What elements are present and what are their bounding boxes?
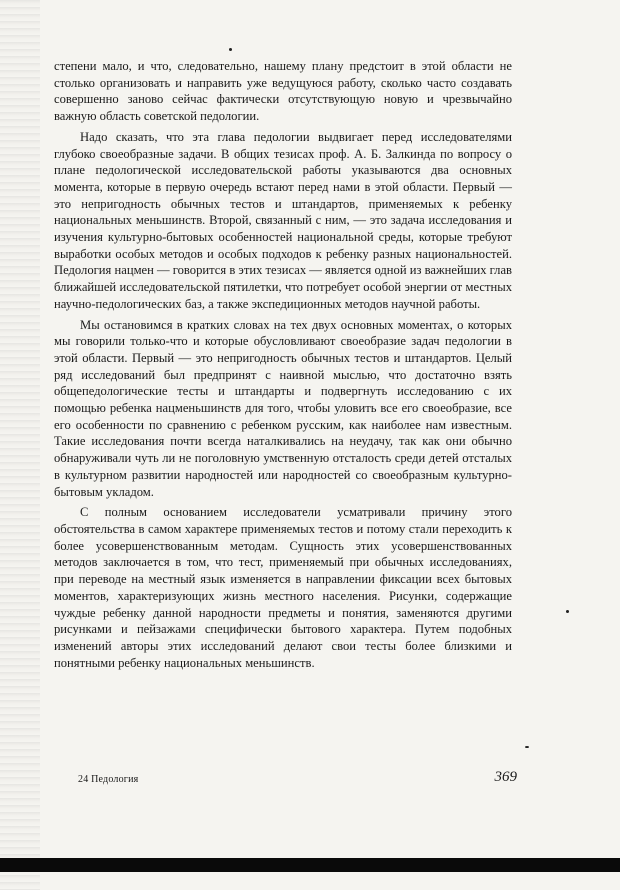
paragraph: С полным основанием исследователи усматривали причину этого обстоятельства в самом характере применяемых тестов и потому стали переходить к более усовершенствованным методам. Сущность этих усовершенствованных методов заключается в том, что тест, применяемый при обычных исследованиях, при переводе на местный язык изменяется в направлении фиксации всех бытовых моментов, характеризующих жизнь местного населения. Рисунки, содержащие чуждые ребенку данной народности предметы и понятия, заменяются другими рисунками и пейзажами специфически бытового характера. Путем подобных изменений авторы этих исследований делают свои тесты более близкими и понятными ребенку национальных меньшинств. xyxy=(54,505,512,670)
scan-margin-noise xyxy=(0,0,40,890)
ink-speck xyxy=(525,746,529,748)
body-text xyxy=(54,58,512,675)
ink-speck xyxy=(229,48,232,51)
paragraph: степени мало, и что, следовательно, нашему плану предстоит в этой области не столько организовать и направить уже ведущуюся работу, сколько часто создавать совершенно заново сейчас фактически отсутствующую новую и чрезвычайно важную область советской педологии. xyxy=(54,59,512,124)
page-number: 369 xyxy=(494,769,517,785)
paragraph: Надо сказать, что эта глава педологии выдвигает перед исследователями глубоко своеобразные задачи. В общих тезисах проф. А. Б. Залкинда по вопросу о плане педологической исследовательской работы указываются два основных момента, которые в первую очередь встают перед нами в этой области. Первый — это непригодность обычных тестов и штандартов, применяемых к ребенку национальных меньшинств. Второй, связанный с ним, — это задача исследования и изучения культурно-бытовых особенностей национальной среды, которые требуют выработки особых методов и особых подходов к ребенку разных национальностей. Педология нацмен — говорится в этих тезисах — является одной из важнейших глав ближайшей исследовательской пятилетки, что потребует особой энергии от местных научно-педологических баз, а также экспедиционных методов научной работы. xyxy=(54,129,512,311)
ink-speck xyxy=(566,610,569,613)
paragraph: Мы остановимся в кратких словах на тех двух основных моментах, о которых мы говорили только-что и которые обусловливают своеобразие задач педологии в этой области. Первый — это непригодность обычных тестов и штандартов. Целый ряд исследований был предпринят с наивной мыслью, что достаточно взять общепедологические тесты и штандарты и подвергнуть исследованию с их помощью ребенка нацменьшинств для того, чтобы уловить все его своеобразие, все его особенности по сравнению с ребенком русским, как наиболее нам известным. Такие исследования почти всегда наталкивались на неудачу, так как они обычно обнаруживали чуть ли не поголовную умственную отсталость среди детей отсталых в культурном развитии народностей или народностей со своеобразным культурно-бытовым укладом. xyxy=(54,317,512,499)
scan-border-bar xyxy=(0,858,620,872)
printer-signature: 24 Педология xyxy=(78,774,139,785)
